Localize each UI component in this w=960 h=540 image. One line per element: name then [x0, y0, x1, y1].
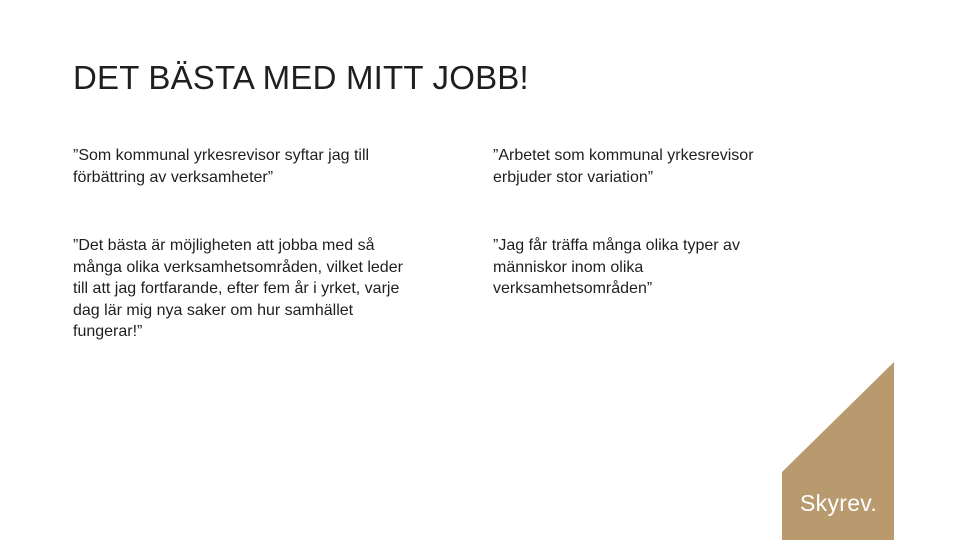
skyrev-logo: Skyrev.	[800, 490, 878, 516]
slide-title: DET BÄSTA MED MITT JOBB!	[73, 59, 529, 96]
quote-3: ”Det bästa är möjligheten att jobba med så många olika verksamhetsområden, vilket leder till att jag fortfarande, efter fem år i yrket, varje dag lär mig nya saker om hur samhället fungerar!”	[73, 237, 403, 340]
quote-2: ”Arbetet som kommunal yrkesrevisor erbjuder stor variation”	[493, 147, 754, 186]
quote-1: ”Som kommunal yrkesrevisor syftar jag till förbättring av verksamheter”	[73, 147, 370, 186]
quote-4: ”Jag får träffa många olika typer av människor inom olika verksamhetsområden”	[493, 237, 740, 297]
